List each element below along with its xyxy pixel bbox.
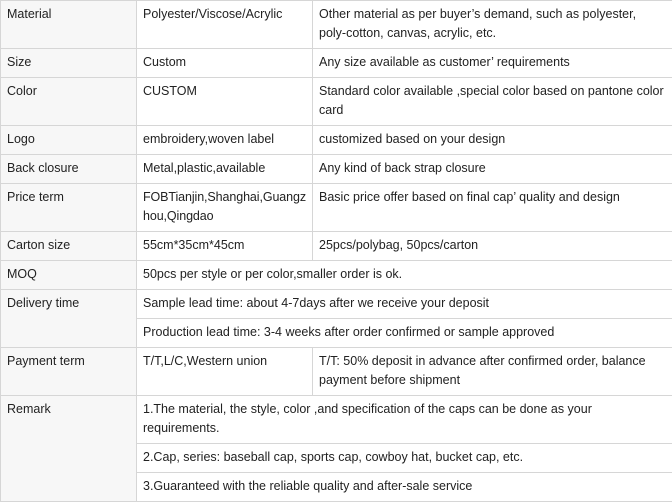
row-label: Material bbox=[1, 1, 137, 49]
row-value: Polyester/Viscose/Acrylic bbox=[137, 1, 313, 49]
row-value: 55cm*35cm*45cm bbox=[137, 232, 313, 261]
row-note: T/T: 50% deposit in advance after confirmed order, balance payment before shipment bbox=[313, 348, 672, 396]
row-value: 3.Guaranteed with the reliable quality and after-sale service bbox=[137, 473, 672, 502]
row-note: customized based on your design bbox=[313, 126, 672, 155]
table-row-logo bbox=[1, 126, 672, 155]
row-value: FOBTianjin,Shanghai,Guangzhou,Qingdao bbox=[137, 184, 313, 232]
row-value: T/T,L/C,Western union bbox=[137, 348, 313, 396]
row-label: Back closure bbox=[1, 155, 137, 184]
row-value: Custom bbox=[137, 49, 313, 78]
row-label: Remark bbox=[1, 396, 137, 502]
table-row-carton-size bbox=[1, 232, 672, 261]
table-row-remark bbox=[1, 396, 672, 444]
row-value: embroidery,woven label bbox=[137, 126, 313, 155]
row-label: MOQ bbox=[1, 261, 137, 290]
row-value: Metal,plastic,available bbox=[137, 155, 313, 184]
row-label: Color bbox=[1, 78, 137, 126]
row-note: Any size available as customer’ requirements bbox=[313, 49, 672, 78]
table-row-price-term bbox=[1, 184, 672, 232]
row-note: Any kind of back strap closure bbox=[313, 155, 672, 184]
table-row-delivery-time bbox=[1, 290, 672, 319]
row-label: Size bbox=[1, 49, 137, 78]
row-label: Carton size bbox=[1, 232, 137, 261]
table-row-moq bbox=[1, 261, 672, 290]
row-label: Payment term bbox=[1, 348, 137, 396]
table-row-color bbox=[1, 78, 672, 126]
table-row-back-closure bbox=[1, 155, 672, 184]
row-note: Standard color available ,special color based on pantone color card bbox=[313, 78, 672, 126]
row-value: 2.Cap, series: baseball cap, sports cap, cowboy hat, bucket cap, etc. bbox=[137, 444, 672, 473]
row-note: Basic price offer based on final cap’ quality and design bbox=[313, 184, 672, 232]
table-row-payment-term bbox=[1, 348, 672, 396]
table-row-size bbox=[1, 49, 672, 78]
row-note: Other material as per buyer’s demand, such as polyester, poly-cotton, canvas, acrylic, etc. bbox=[313, 1, 672, 49]
table-row-material bbox=[1, 1, 672, 49]
row-label: Price term bbox=[1, 184, 137, 232]
row-value: 50pcs per style or per color,smaller order is ok. bbox=[137, 261, 672, 290]
row-value: Production lead time: 3-4 weeks after order confirmed or sample approved bbox=[137, 319, 672, 348]
row-label: Logo bbox=[1, 126, 137, 155]
row-label: Delivery time bbox=[1, 290, 137, 348]
row-value: 1.The material, the style, color ,and specification of the caps can be done as your requirements. bbox=[137, 396, 672, 444]
row-value: Sample lead time: about 4-7days after we receive your deposit bbox=[137, 290, 672, 319]
row-value: CUSTOM bbox=[137, 78, 313, 126]
row-note: 25pcs/polybag, 50pcs/carton bbox=[313, 232, 672, 261]
